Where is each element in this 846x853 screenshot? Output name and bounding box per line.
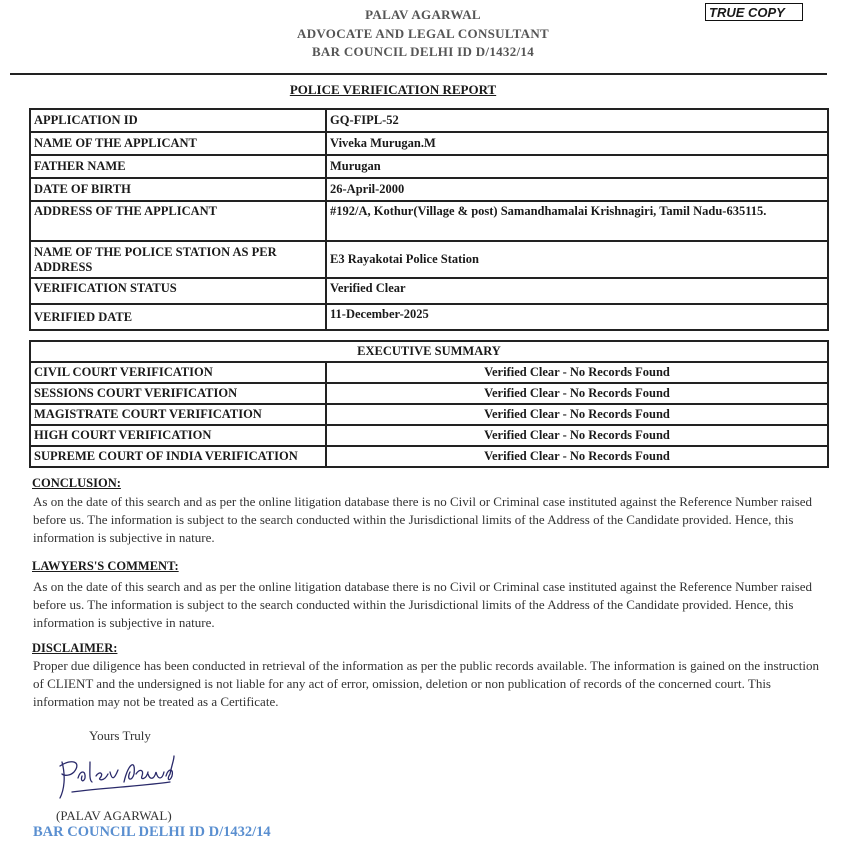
table-row [30, 362, 828, 383]
detail-value: Viveka Murugan.M [326, 132, 828, 155]
true-copy-stamp: TRUE COPY [705, 3, 803, 21]
detail-label: VERIFIED DATE [30, 304, 326, 330]
detail-value: GQ-FIPL-52 [326, 109, 828, 132]
disclaimer-text: Proper due diligence has been conducted in retrieval of the information as per the public records available. The information is gained on the instruction of CLIENT and the undersigned is not liable for any act of error, omission, deletion or non publication of records of the concerned court. This information may not be treated as a Certificate. [33, 658, 820, 709]
conclusion-heading: CONCLUSION: [32, 476, 121, 490]
lawyers-comment-heading: LAWYERS'S COMMENT: [32, 559, 179, 573]
closing-salutation: Yours Truly [89, 728, 151, 743]
table-row [30, 241, 828, 278]
detail-label: ADDRESS OF THE APPLICANT [30, 201, 326, 241]
table-row [30, 132, 828, 155]
executive-summary-table [29, 340, 829, 468]
detail-value: 11-December-2025 [326, 304, 828, 330]
detail-value: E3 Rayakotai Police Station [326, 241, 828, 278]
disclaimer-heading: DISCLAIMER: [32, 641, 118, 655]
table-row [30, 155, 828, 178]
table-row [30, 446, 828, 467]
detail-value: 26-April-2000 [326, 178, 828, 201]
summary-value: Verified Clear - No Records Found [326, 404, 828, 425]
detail-value: Murugan [326, 155, 828, 178]
lawyers-comment-text: As on the date of this search and as per the online litigation database there is no Civil or Criminal case instituted against the Reference Number raised before us. The information is subject to the search conducted within the Jurisdictional limits of the Address of the Candidate provided. Hence, this information is subjective in nature. [33, 579, 813, 630]
detail-value: Verified Clear [326, 278, 828, 304]
signer-name: (PALAV AGARWAL) [56, 808, 172, 823]
detail-label: APPLICATION ID [30, 109, 326, 132]
handwritten-signature [52, 752, 182, 802]
detail-label: VERIFICATION STATUS [30, 278, 326, 304]
summary-value: Verified Clear - No Records Found [326, 446, 828, 467]
lawyer-name: PALAV AGARWAL [365, 7, 481, 22]
summary-label: SESSIONS COURT VERIFICATION [30, 383, 326, 404]
detail-value: #192/A, Kothur(Village & post) Samandhamalai Krishnagiri, Tamil Nadu-635115. [326, 201, 828, 241]
detail-label: FATHER NAME [30, 155, 326, 178]
summary-label: HIGH COURT VERIFICATION [30, 425, 326, 446]
detail-label: NAME OF THE APPLICANT [30, 132, 326, 155]
table-row [30, 404, 828, 425]
table-row [30, 109, 828, 132]
summary-value: Verified Clear - No Records Found [326, 383, 828, 404]
table-row [30, 425, 828, 446]
detail-label: NAME OF THE POLICE STATION AS PER ADDRESS [30, 241, 326, 278]
table-row [30, 304, 828, 330]
conclusion-text: As on the date of this search and as per the online litigation database there is no Civil or Criminal case instituted against the Reference Number raised before us. The information is subject to the search conducted within the Jurisdictional limits of the Address of the Candidate provided. Hence, this information is subjective in nature. [33, 494, 813, 545]
detail-label: DATE OF BIRTH [30, 178, 326, 201]
header-divider [10, 73, 827, 75]
table-row [30, 201, 828, 241]
signer-bar-id: BAR COUNCIL DELHI ID D/1432/14 [33, 824, 271, 840]
table-row [30, 383, 828, 404]
table-row [30, 278, 828, 304]
summary-label: MAGISTRATE COURT VERIFICATION [30, 404, 326, 425]
summary-value: Verified Clear - No Records Found [326, 362, 828, 383]
lawyer-profession: ADVOCATE AND LEGAL CONSULTANT [297, 26, 549, 41]
table-row [30, 178, 828, 201]
summary-label: SUPREME COURT OF INDIA VERIFICATION [30, 446, 326, 467]
applicant-details-table [29, 108, 829, 331]
table-row [30, 341, 828, 362]
summary-label: CIVIL COURT VERIFICATION [30, 362, 326, 383]
lawyer-bar-id: BAR COUNCIL DELHI ID D/1432/14 [311, 44, 535, 59]
report-title: POLICE VERIFICATION REPORT [289, 82, 497, 97]
summary-title: EXECUTIVE SUMMARY [30, 341, 828, 362]
summary-value: Verified Clear - No Records Found [326, 425, 828, 446]
